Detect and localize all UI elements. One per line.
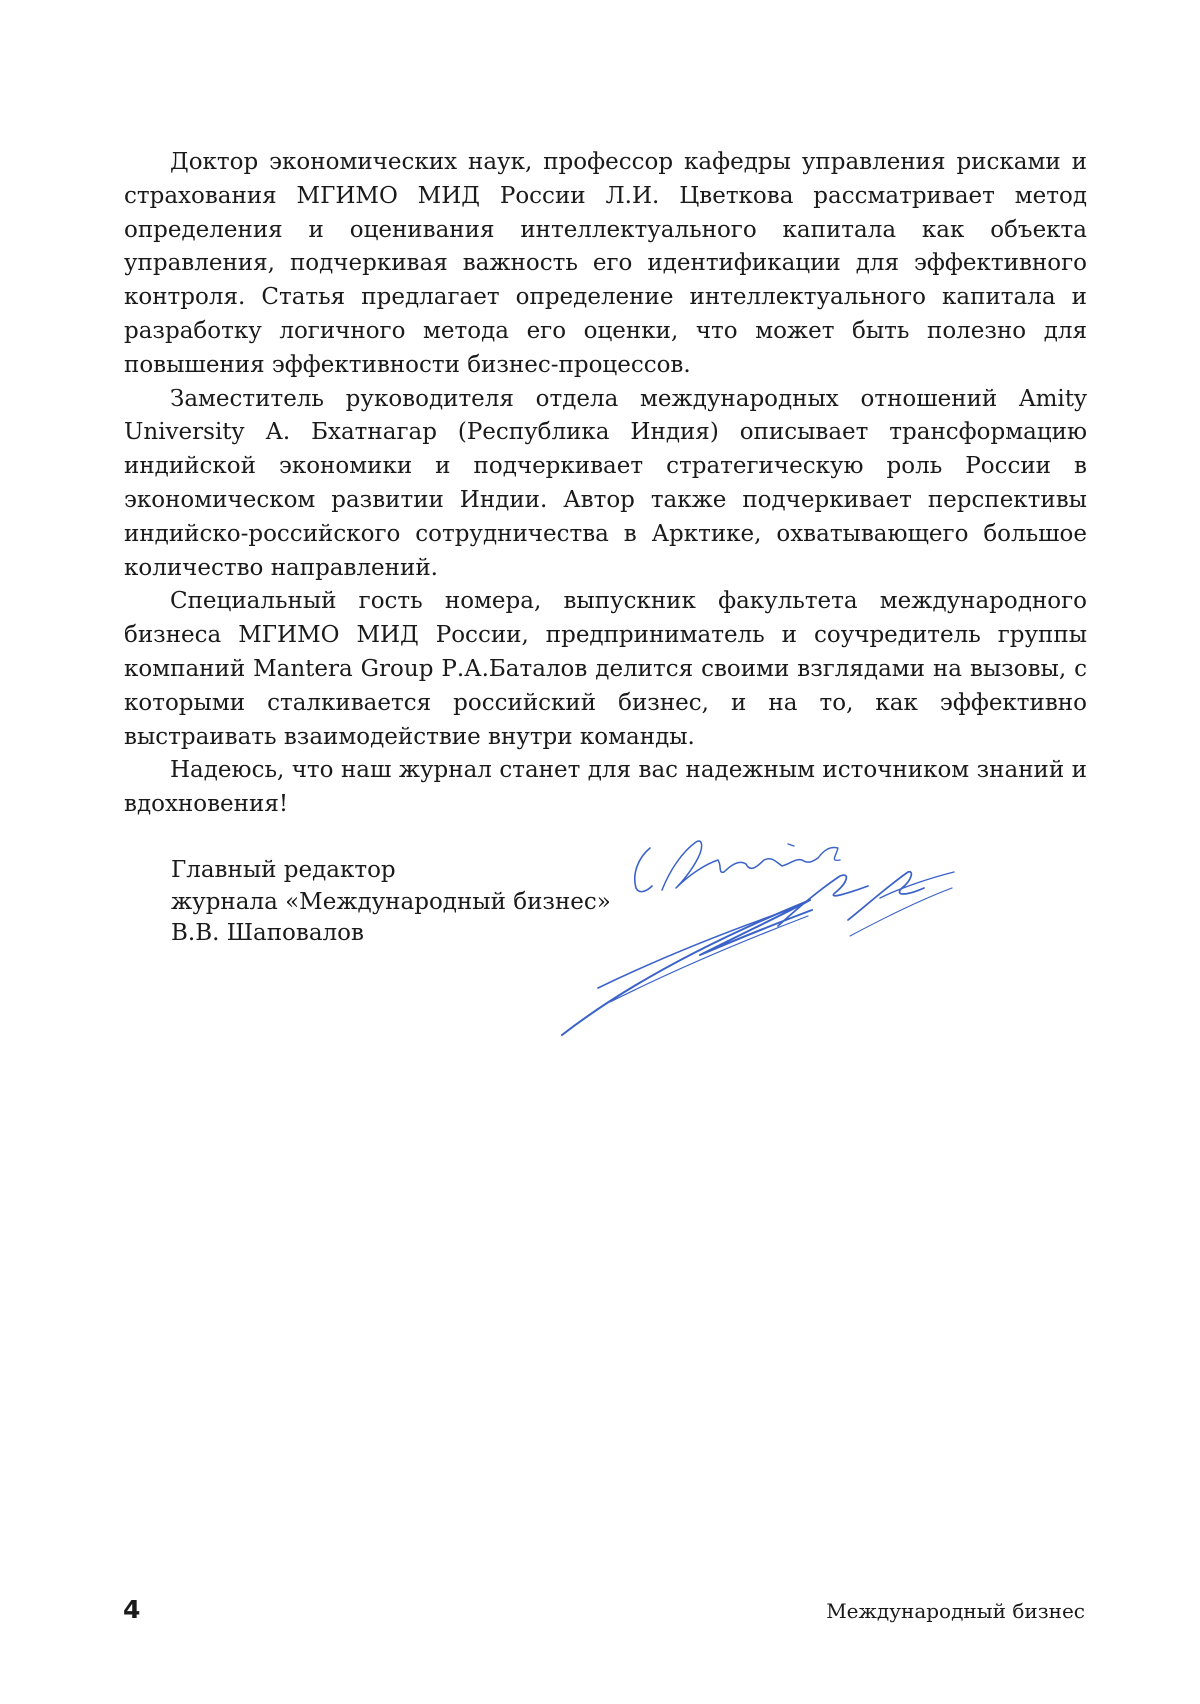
signer-journal: журнала «Международный бизнес» bbox=[171, 888, 611, 915]
signer-name: В.В. Шаповалов bbox=[171, 920, 364, 946]
running-title: Международный бизнес bbox=[826, 1599, 1085, 1623]
page-number: 4 bbox=[123, 1595, 141, 1624]
paragraph-3: Специальный гость номера, выпускник факультета международного бизнеса МГИМО МИД России, предприниматель и соучредитель группы компаний Mantera Group Р.А.Баталов делится своими взглядами на вызовы, с которыми сталкивается российский бизнес, и на то, как эффективно выстраивать взаимодействие внутри команды. bbox=[124, 588, 1087, 750]
paragraph-1: Доктор экономических наук, профессор кафедры управления рисками и страхования МГИМО МИД России Л.И. Цветкова рассматривает метод определения и оценивания интеллектуального капитала как объекта управления, подчеркивая важность его идентификации для эффективного контроля. Статья предлагает определение интеллектуального капитала и разработку логичного метода его оценки, что может быть полезно для повышения эффективности бизнес-процессов. bbox=[124, 149, 1087, 378]
signer-title: Главный редактор bbox=[171, 857, 396, 883]
paragraph-4: Надеюсь, что наш журнал станет для вас надежным источником знаний и вдохновения! bbox=[124, 757, 1087, 818]
signature-block bbox=[171, 855, 611, 950]
editorial-body bbox=[124, 146, 1087, 822]
handwritten-signature bbox=[550, 830, 1050, 1060]
signature-strokes bbox=[562, 841, 954, 1035]
paragraph-2: Заместитель руководителя отдела международных отношений Amity University А. Бхатнагар (Республика Индия) описывает трансформацию индийской экономики и подчеркивает стратегическую роль России в экономическом развитии Индии. Автор также подчеркивает перспективы индийско-российского сотрудничества в Арктике, охватывающего большое количество направлений. bbox=[124, 385, 1087, 581]
